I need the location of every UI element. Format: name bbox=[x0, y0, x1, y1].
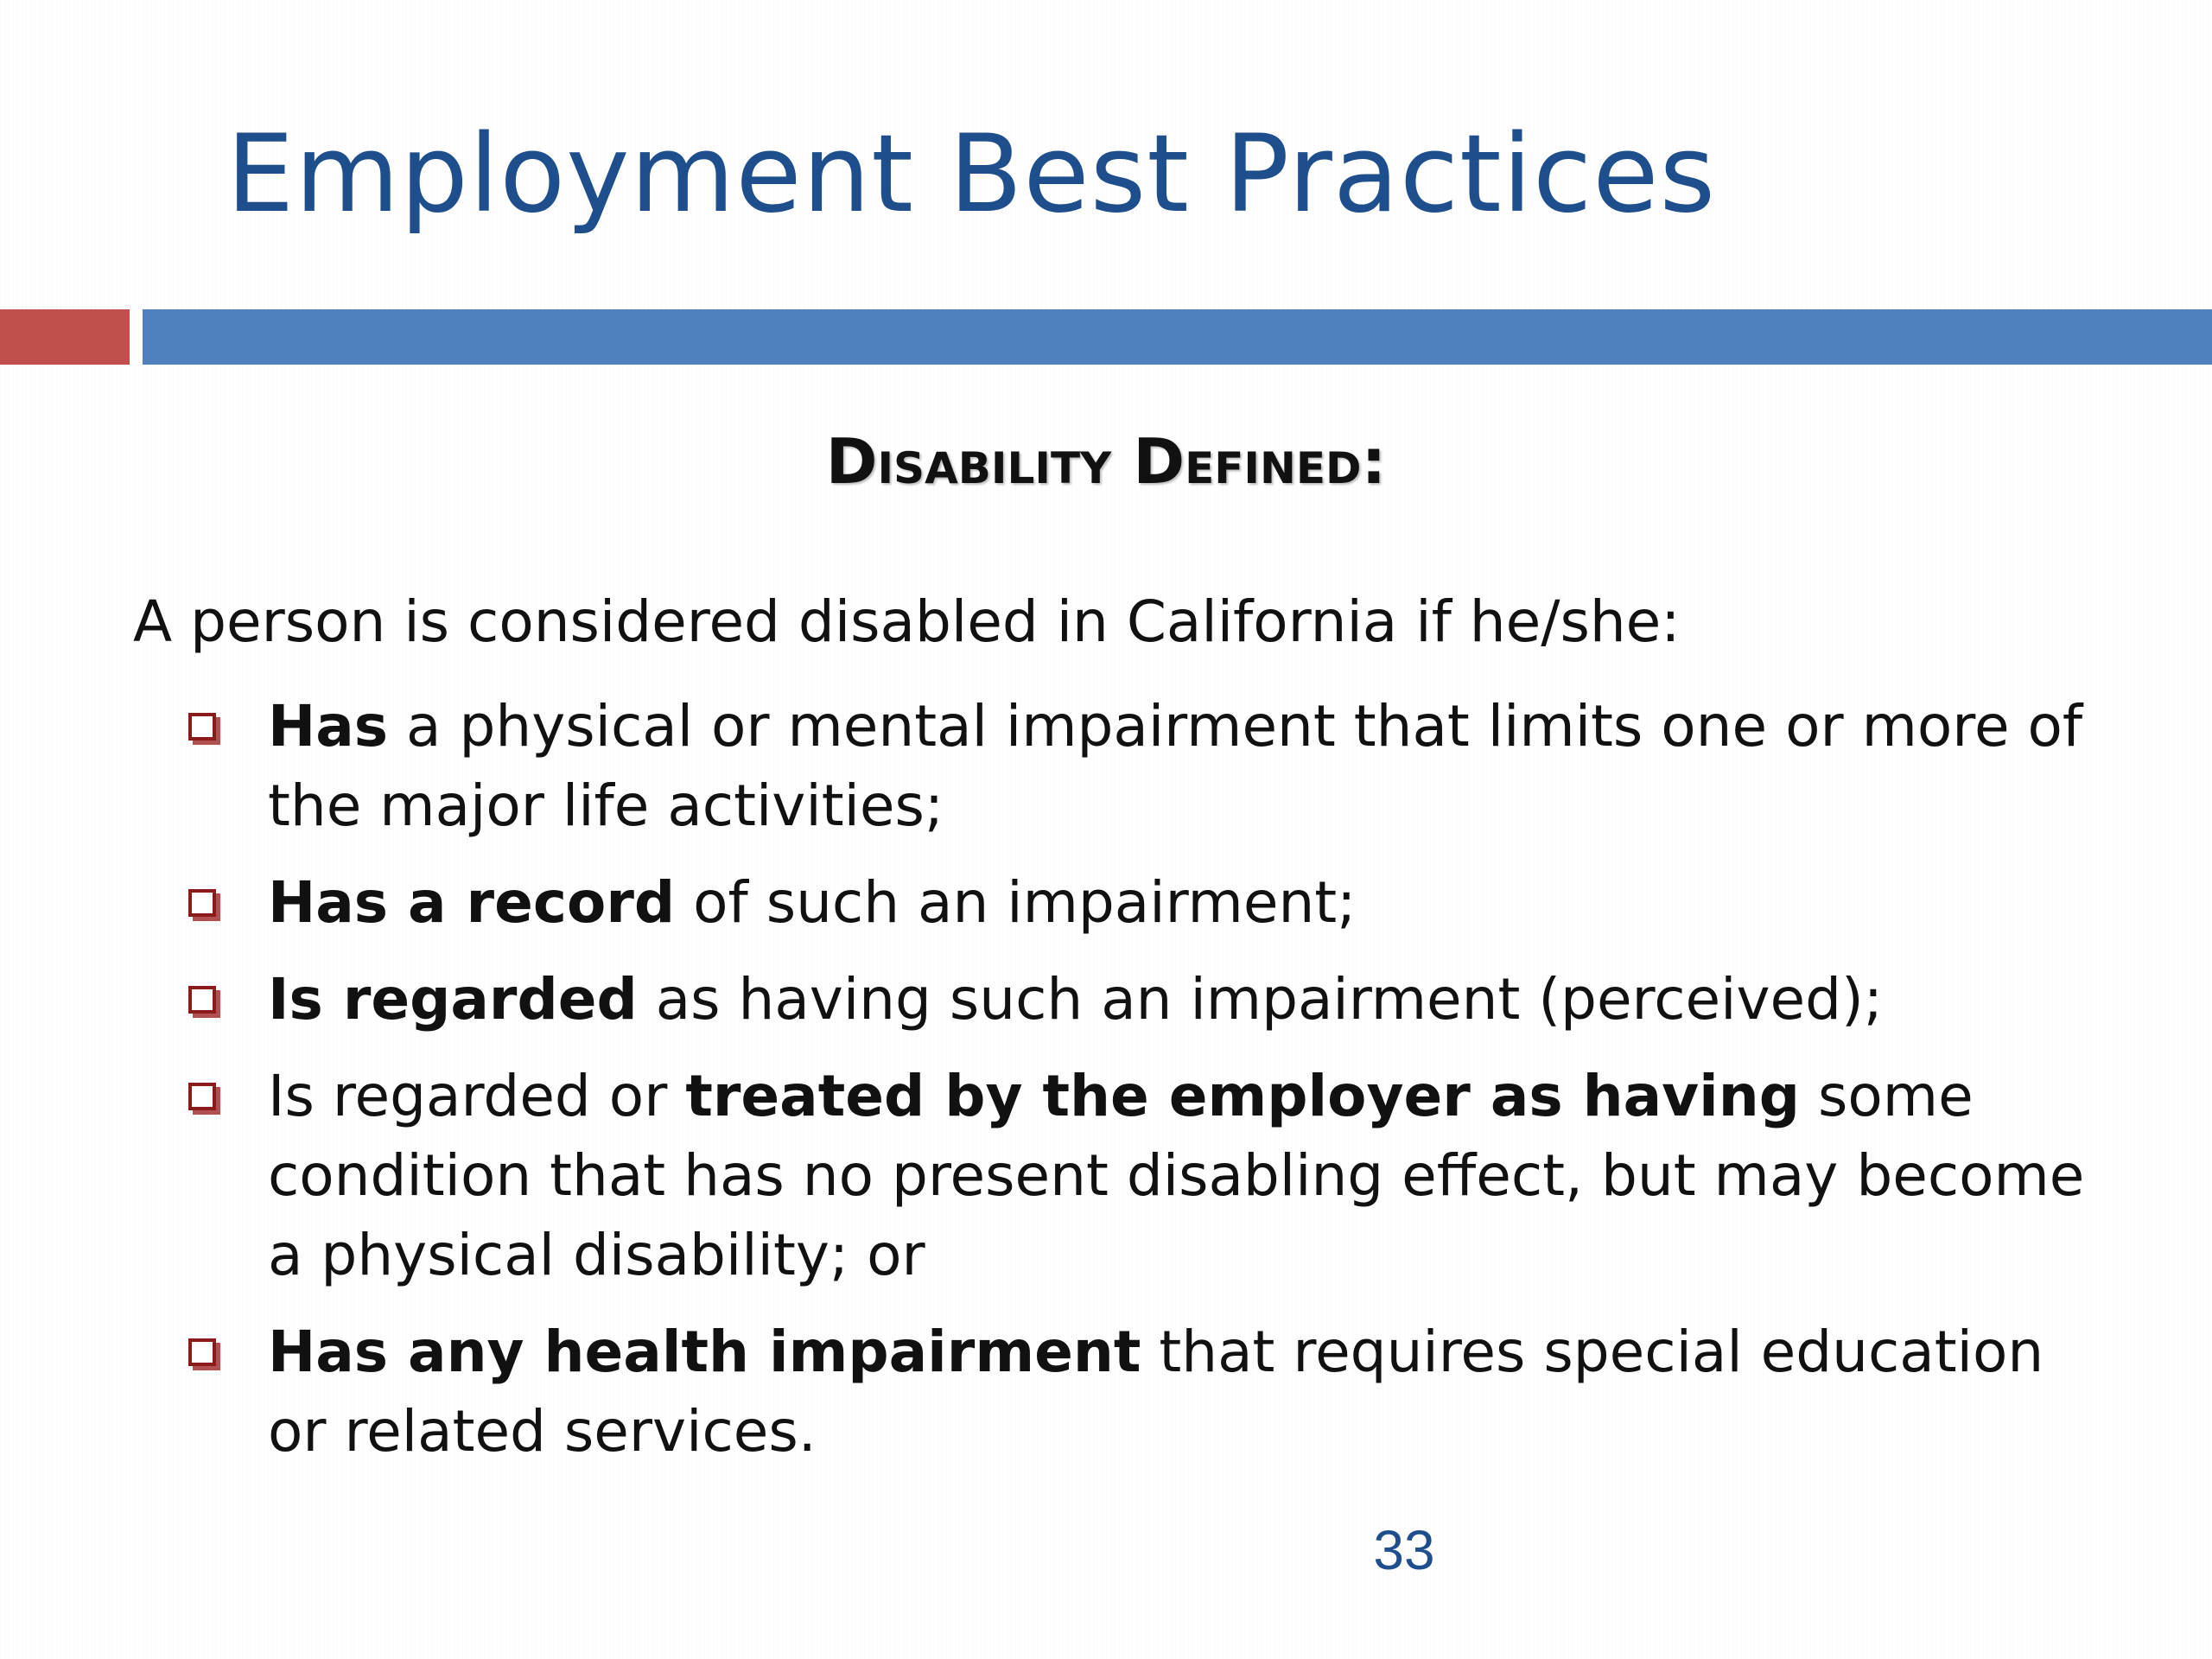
bullet-bold-text: treated by the employer as having bbox=[685, 1063, 1801, 1129]
bullet-text: as having such an impairment (perceived); bbox=[637, 966, 1884, 1033]
bullet-bold-text: Has a record bbox=[268, 869, 676, 936]
bullet-bold-text: Has bbox=[268, 693, 389, 760]
bullet-item-health-impairment bbox=[181, 1313, 2117, 1471]
bullet-item-has-record bbox=[181, 863, 2117, 943]
checkbox-bullet-icon bbox=[188, 889, 216, 917]
slide-subtitle: Disability Defined: bbox=[825, 425, 1387, 498]
page-number: 33 bbox=[1373, 1519, 1435, 1581]
accent-bar-blue bbox=[143, 309, 2212, 365]
bullet-text: a physical or mental impairment that limits one or more of the major life activities; bbox=[268, 693, 2083, 839]
bullet-list bbox=[181, 687, 2117, 1489]
bullet-item-treated-by-employer bbox=[181, 1057, 2117, 1295]
bullet-bold-text: Has any health impairment bbox=[268, 1319, 1141, 1385]
slide-title: Employment Best Practices bbox=[226, 112, 1717, 237]
intro-text: A person is considered disabled in California if he/she: bbox=[133, 588, 1681, 655]
bullet-text: some condition that has no present disabling effect, but may become a physical disability; or bbox=[268, 1063, 2085, 1288]
checkbox-bullet-icon bbox=[188, 1338, 216, 1366]
accent-bar-red bbox=[0, 309, 130, 365]
checkbox-bullet-icon bbox=[188, 1083, 216, 1110]
bullet-text-prefix: Is regarded or bbox=[268, 1063, 686, 1129]
bullet-text: that requires special education or related services. bbox=[268, 1319, 2044, 1465]
bullet-bold-text: Is regarded bbox=[268, 966, 638, 1033]
checkbox-bullet-icon bbox=[188, 713, 216, 741]
bullet-item-has-impairment bbox=[181, 687, 2117, 846]
checkbox-bullet-icon bbox=[188, 986, 216, 1014]
bullet-text: of such an impairment; bbox=[675, 869, 1357, 936]
bullet-item-is-regarded bbox=[181, 960, 2117, 1039]
